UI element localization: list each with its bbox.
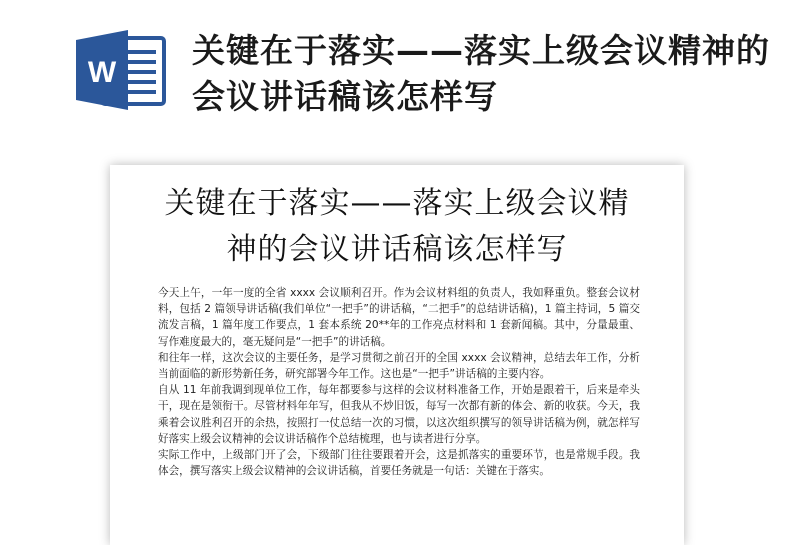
paragraph: 今天上午，一年一度的全省 xxxx 会议顺利召开。作为会议材料组的负责人，我如释重负。整套会议材料，包括 2 篇领导讲话稿(我们单位“一把手”的讲话稿，“二把手”的总结讲话稿)，1 篇主持词，5 篇交流发言稿，1 篇年度工作要点，1 套本系统 20**年的工作亮点材料和 1 套新闻稿。其中，分量最重、写作难度最大的，毫无疑问是“一把手”的讲话稿。	[158, 287, 640, 348]
document-title	[110, 181, 684, 273]
document-title-line-2: 神的会议讲话稿该怎样写	[226, 232, 568, 267]
header	[0, 0, 800, 160]
word-icon-letter: W	[87, 56, 117, 89]
header-title: 关键在于落实——落实上级会议精神的会议讲话稿该怎样写	[192, 31, 770, 116]
document-title-line-1: 关键在于落实——落实上级会议精	[164, 186, 630, 221]
word-icon	[72, 28, 168, 112]
document-body	[158, 285, 640, 479]
paragraph: 和往年一样，这次会议的主要任务，是学习贯彻之前召开的全国 xxxx 会议精神，总结去年工作，分析当前面临的新形势新任务，研究部署今年工作。这也是“一把手”讲话稿的主要内容。	[158, 351, 640, 381]
document-page	[110, 165, 684, 545]
paragraph: 实际工作中，上级部门开了会，下级部门往往要跟着开会，这是抓落实的重要环节，也是常规手段。我体会，撰写落实上级会议精神的会议讲话稿，首要任务就是一句话：关键在于落实。	[158, 449, 640, 478]
paragraph: 自从 11 年前我调到现单位工作，每年都要参与这样的会议材料准备工作，开始是跟着干，后来是牵头干，现在是领衔干。尽管材料年年写，但我从不炒旧饭，每写一次都有新的体会、新的收获。今天，我乘着会议胜利召开的余热，按照打一仗总结一次的习惯，以这次组织撰写的领导讲话稿为例，就怎样写好落实上级会议精神的会议讲话稿作个总结梳理，也与读者进行分享。	[158, 384, 640, 445]
